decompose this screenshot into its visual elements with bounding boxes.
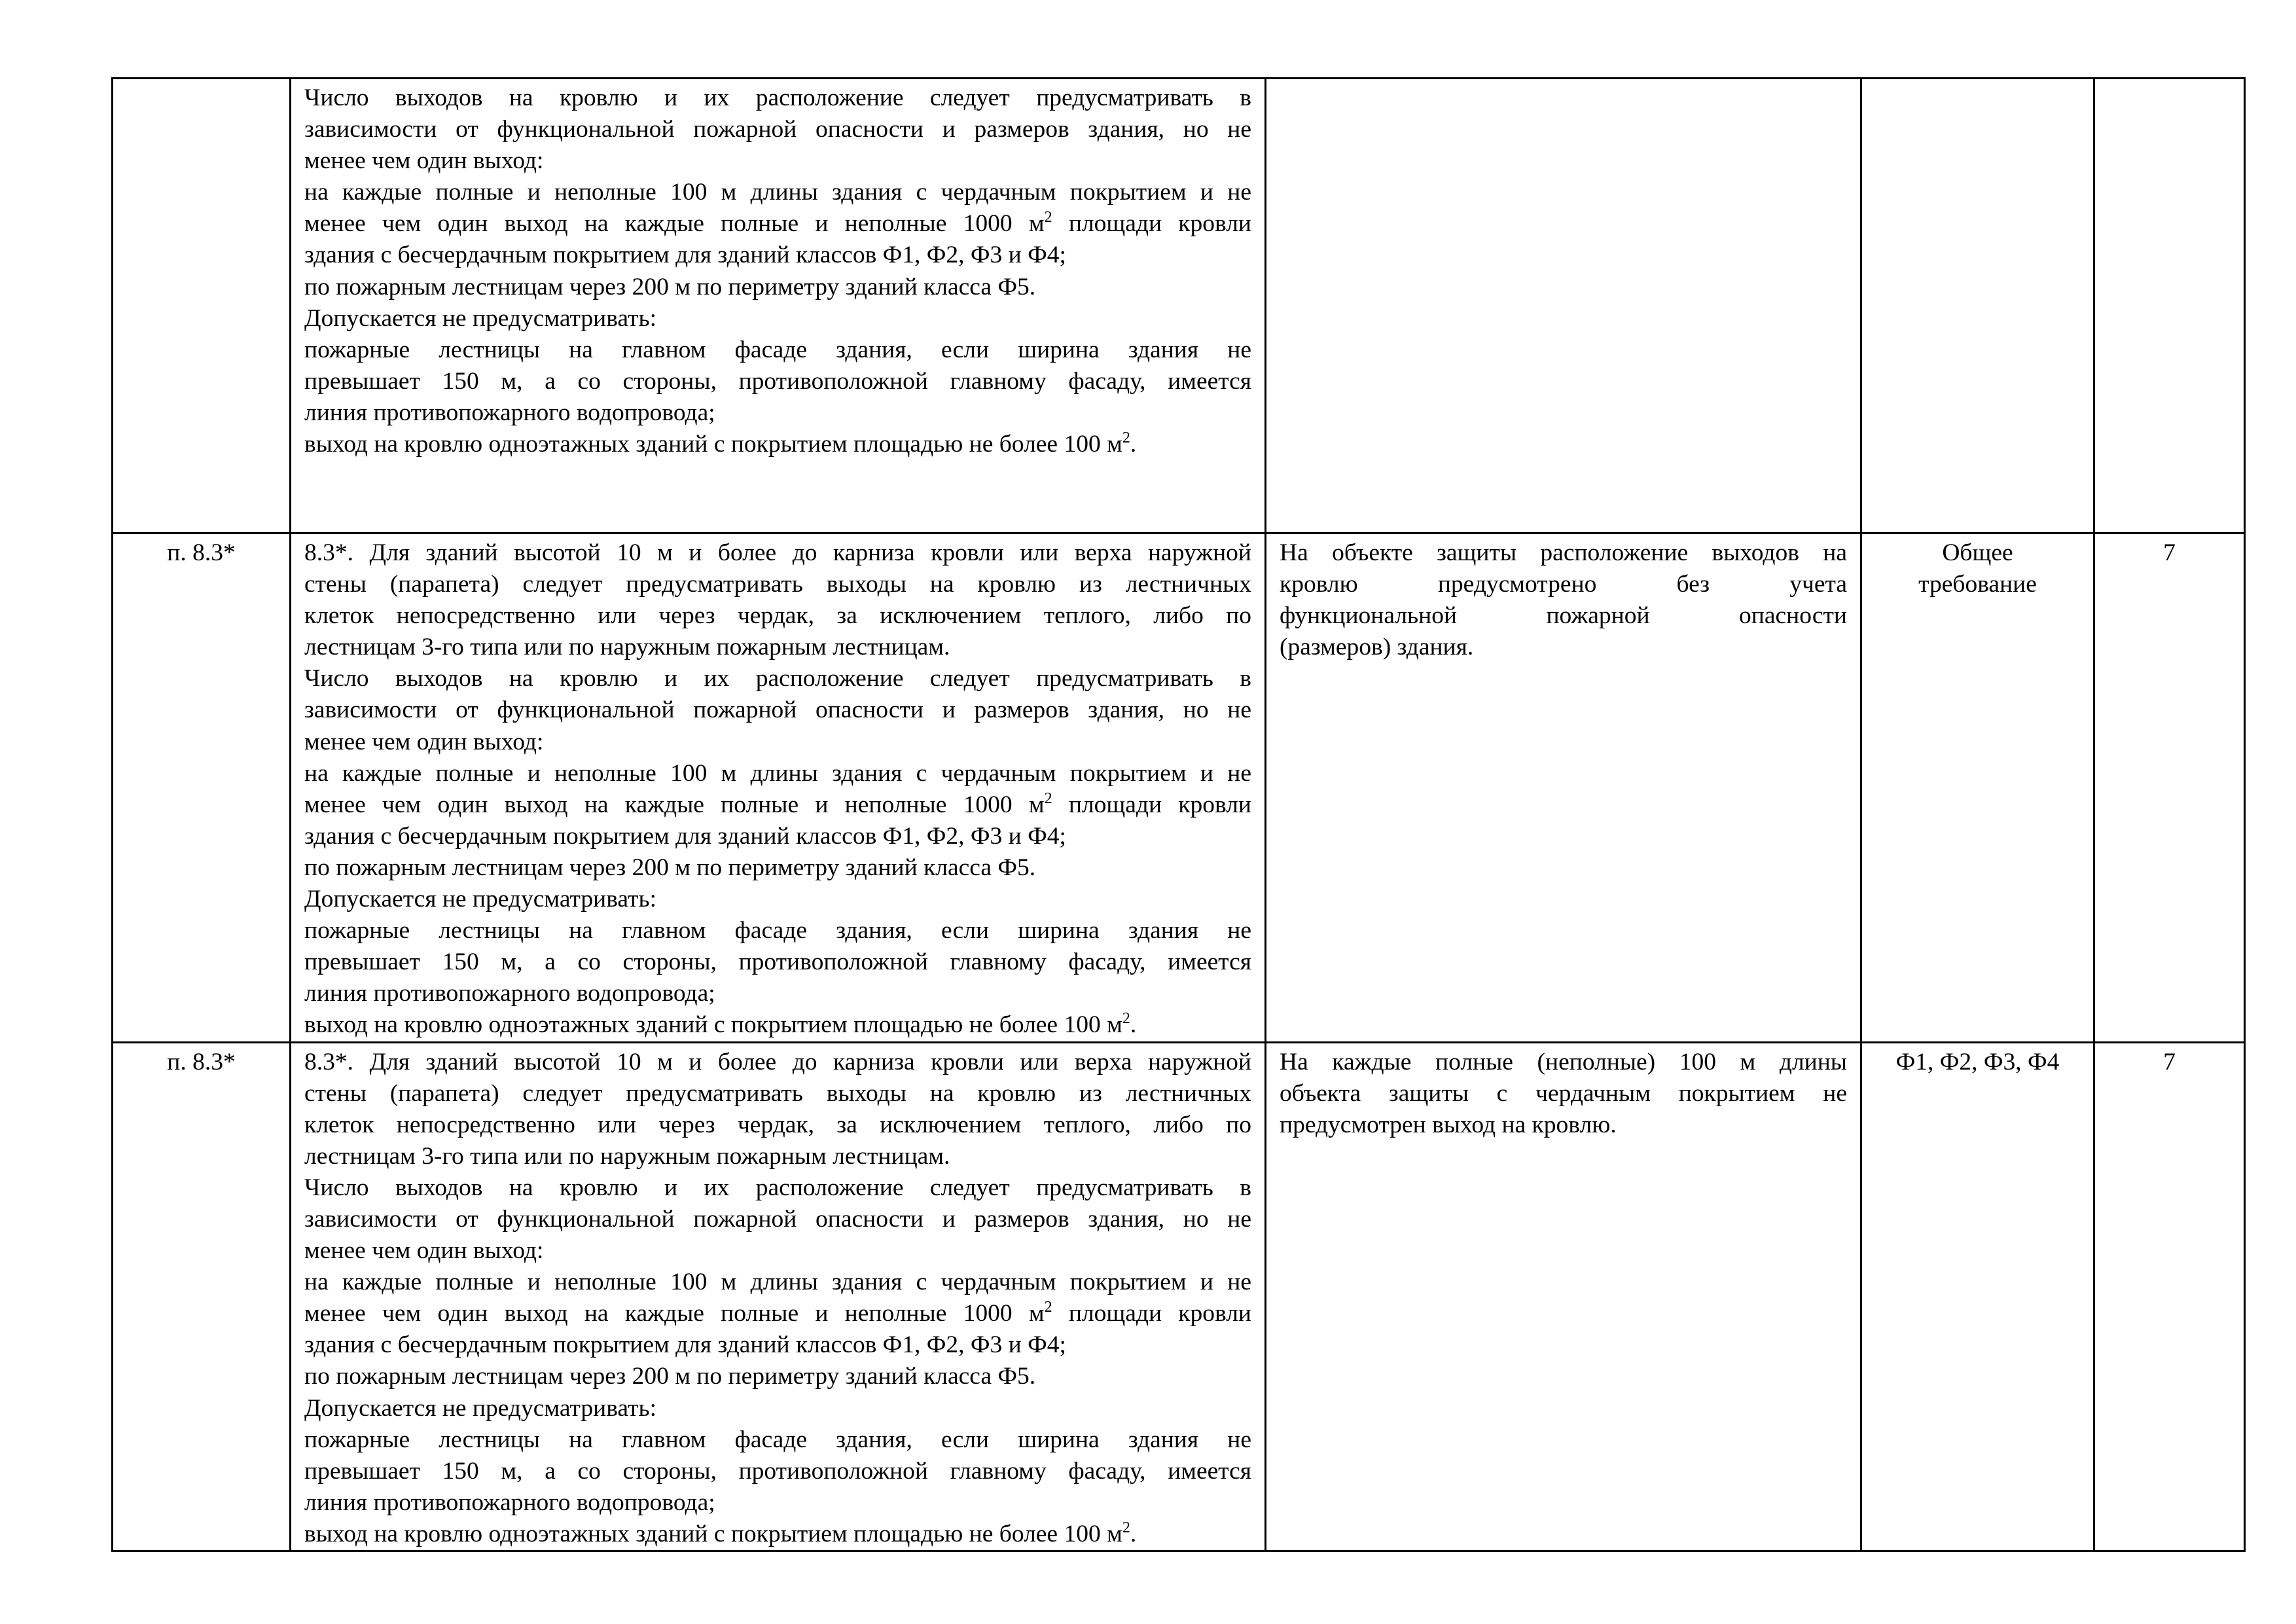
text-line: по пожарным лестницам через 200 м по периметру зданий класса Ф5. (304, 273, 1036, 300)
text-line: лестницам 3-го типа или по наружным пожарным лестницам. (304, 634, 950, 661)
text-line: 8.3*. Для зданий высотой 10 м и более до карниза кровли или верха наружной (304, 539, 1251, 566)
requirements-table (111, 77, 2246, 1552)
number-cell (2094, 79, 2245, 533)
text-line: выход на кровлю одноэтажных зданий с покрытием площадью не более 100 $м^2$. (304, 1519, 1137, 1547)
text-line: Число выходов на кровлю и их расположение следует предусматривать в (304, 84, 1251, 111)
text-line: зависимости от функциональной пожарной опасности и размеров здания, но не (304, 696, 1251, 724)
table-row (113, 79, 2245, 533)
ref-cell: п. 8.3* (113, 1042, 291, 1551)
text-line: менее чем один выход: (304, 1237, 544, 1265)
violation-cell (1266, 1042, 1861, 1551)
text-line: здания с бесчердачным покрытием для зданий классов Ф1, Ф2, Ф3 и Ф4; (304, 822, 1066, 850)
text-line: превышает 150 м, а со стороны, противоположной главному фасаду, имеется (304, 948, 1251, 976)
text-line: Допускается не предусматривать: (304, 1394, 656, 1422)
text-line: клеток непосредственно или через чердак, за исключением теплого, либо по (304, 1111, 1251, 1138)
superscript: 2 (1044, 1299, 1052, 1316)
text-line: Допускается не предусматривать: (304, 304, 656, 332)
text-line: линия противопожарного водопровода; (304, 1489, 715, 1516)
text-line: 8.3*. Для зданий высотой 10 м и более до карниза кровли или верха наружной (304, 1048, 1251, 1075)
text-line: менее чем один выход: (304, 147, 544, 175)
text-line: превышает 150 м, а со стороны, противоположной главному фасаду, имеется (304, 367, 1251, 395)
superscript: 2 (1122, 1519, 1130, 1536)
text-line: выход на кровлю одноэтажных зданий с покрытием площадью не более 100 $м^2$. (304, 429, 1137, 458)
class-cell (1861, 79, 2094, 533)
text-line: пожарные лестницы на главном фасаде здания, если ширина здания не (304, 1426, 1251, 1453)
text-line: на каждые полные и неполные 100 м длины здания с чердачным покрытием и не (304, 1269, 1251, 1296)
text-line: Число выходов на кровлю и их расположение следует предусматривать в (304, 665, 1251, 693)
ref-cell: п. 8.3* (113, 533, 291, 1043)
text-line: Число выходов на кровлю и их расположение следует предусматривать в (304, 1174, 1251, 1201)
text-line: На каждые полные (неполные) 100 м длины (1280, 1048, 1847, 1075)
text-line: Ф1, Ф2, Ф3, Ф4 (1895, 1048, 2060, 1075)
requirement-cell (291, 533, 1266, 1043)
violation-cell (1266, 533, 1861, 1043)
superscript: 2 (1044, 209, 1052, 226)
text-line: стены (парапета) следует предусматривать выходы на кровлю из лестничных (304, 571, 1251, 598)
text-line: менее чем один выход на каждые полные и неполные 1000 $м^2$ площади кровли (304, 1299, 1251, 1327)
text-line: на каждые полные и неполные 100 м длины здания с чердачным покрытием и не (304, 759, 1251, 787)
text-line: на каждые полные и неполные 100 м длины здания с чердачным покрытием и не (304, 179, 1251, 206)
text-line: пожарные лестницы на главном фасаде здания, если ширина здания не (304, 336, 1251, 363)
number-cell: 7 (2094, 1042, 2245, 1551)
text-line: менее чем один выход на каждые полные и неполные 1000 $м^2$ площади кровли (304, 789, 1251, 818)
superscript: 2 (1122, 1010, 1130, 1028)
superscript: 2 (1122, 429, 1130, 447)
number-cell: 7 (2094, 533, 2245, 1043)
text-line: превышает 150 м, а со стороны, противоположной главному фасаду, имеется (304, 1457, 1251, 1485)
text-line: здания с бесчердачным покрытием для зданий классов Ф1, Ф2, Ф3 и Ф4; (304, 1331, 1066, 1359)
text-line: линия противопожарного водопровода; (304, 399, 715, 426)
text-line: здания с бесчердачным покрытием для зданий классов Ф1, Ф2, Ф3 и Ф4; (304, 242, 1066, 269)
class-cell (1861, 1042, 2094, 1551)
text-line: менее чем один выход: (304, 728, 544, 755)
text-line: Допускается не предусматривать: (304, 886, 656, 913)
violation-cell (1266, 79, 1861, 533)
ref-cell (113, 79, 291, 533)
text-line: (размеров) здания. (1280, 634, 1474, 661)
text-line: менее чем один выход на каждые полные и неполные 1000 $м^2$ площади кровли (304, 209, 1251, 238)
text-line: по пожарным лестницам через 200 м по периметру зданий класса Ф5. (304, 1363, 1036, 1390)
text-line: выход на кровлю одноэтажных зданий с покрытием площадью не более 100 $м^2$. (304, 1010, 1137, 1039)
requirement-cell (291, 79, 1266, 533)
text-line: предусмотрен выход на кровлю. (1280, 1111, 1617, 1138)
text-line: лестницам 3-го типа или по наружным пожарным лестницам. (304, 1142, 950, 1170)
text-line: зависимости от функциональной пожарной опасности и размеров здания, но не (304, 116, 1251, 143)
table-row (113, 1042, 2245, 1551)
text-line: требование (1918, 571, 2037, 598)
text-line: На объекте защиты расположение выходов на (1280, 539, 1847, 566)
superscript: 2 (1044, 789, 1052, 807)
text-line: зависимости от функциональной пожарной опасности и размеров здания, но не (304, 1205, 1251, 1233)
class-cell (1861, 533, 2094, 1043)
text-line: линия противопожарного водопровода; (304, 980, 715, 1007)
text-line: объекта защиты с чердачным покрытием не (1280, 1079, 1847, 1107)
requirement-cell (291, 1042, 1266, 1551)
text-line: по пожарным лестницам через 200 м по периметру зданий класса Ф5. (304, 854, 1036, 881)
text-line: Общее (1942, 539, 2013, 566)
text-line: стены (парапета) следует предусматривать выходы на кровлю из лестничных (304, 1079, 1251, 1107)
text-line: клеток непосредственно или через чердак, за исключением теплого, либо по (304, 602, 1251, 630)
table-row (113, 533, 2245, 1043)
text-line: кровлю предусмотрено без учета (1280, 571, 1847, 598)
text-line: функциональной пожарной опасности (1280, 602, 1847, 630)
text-line: пожарные лестницы на главном фасаде здания, если ширина здания не (304, 917, 1251, 945)
